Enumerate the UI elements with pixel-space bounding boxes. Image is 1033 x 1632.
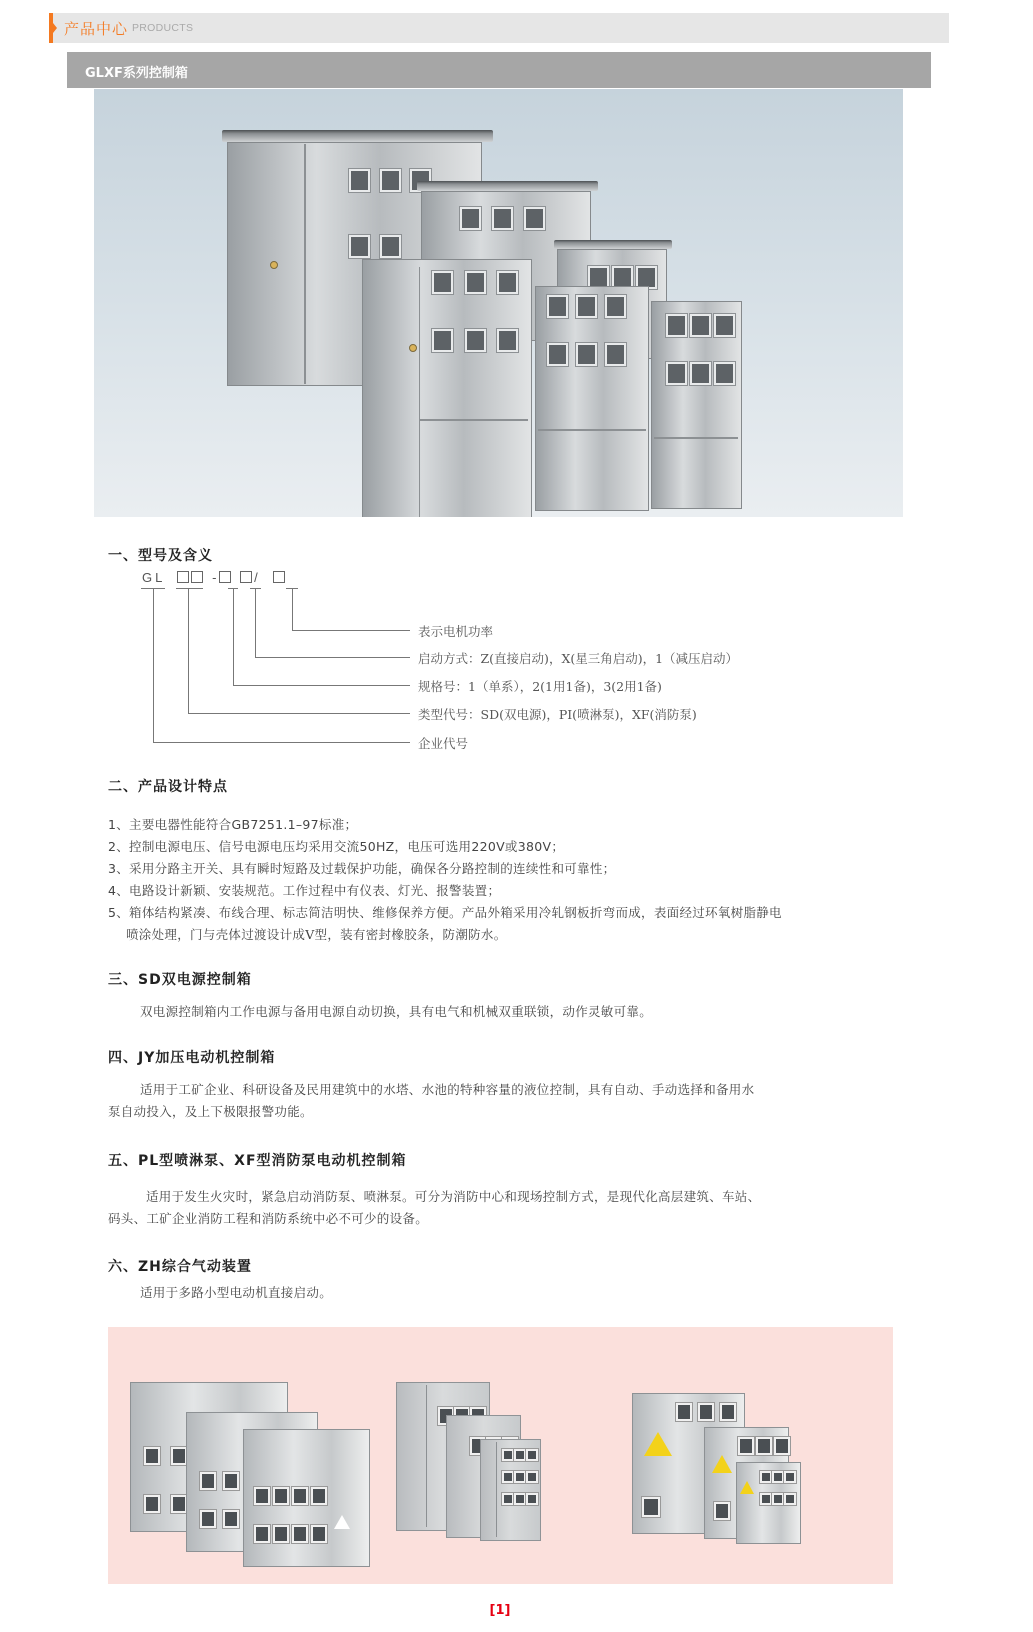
header-title: 产品中心: [64, 20, 129, 38]
section-body-pl-xf-line1: 适用于发生火灾时，紧急启动消防泵、喷淋泵。可分为消防中心和现场控制方式，是现代化高层建筑、车站、: [146, 1189, 761, 1204]
code-slot: [219, 571, 231, 583]
code-separator: /: [254, 570, 261, 585]
section-body-pl-xf-line2: 码头、工矿企业消防工程和消防系统中必不可少的设备。: [108, 1211, 429, 1226]
header-subtitle: PRODUCTS: [132, 22, 194, 34]
section-body-jy-line2: 泵自动投入，及上下极限报警功能。: [108, 1104, 313, 1119]
feature-item: 4、电路设计新颖、安装规范。工作过程中有仪表、灯光、报警装置；: [108, 883, 501, 898]
feature-item: 3、采用分路主开关、具有瞬时短路及过载保护功能，确保各分路控制的连续性和可靠性；: [108, 861, 616, 876]
diagram-connector: [255, 657, 410, 658]
section-heading-jy: 四、JY加压电动机控制箱: [108, 1050, 276, 1066]
product-title-bar: [67, 52, 931, 88]
code-slot: [273, 571, 285, 583]
diagram-connector: [292, 589, 293, 630]
diagram-connector: [188, 713, 410, 714]
section-header: [49, 13, 949, 43]
diagram-connector: [188, 589, 189, 713]
section-heading-sd: 三、SD双电源控制箱: [108, 972, 252, 988]
diagram-label-company: 企业代号: [418, 736, 469, 751]
diagram-label-type: 类型代号：SD(双电源)，PI(喷淋泵)，XF(消防泵): [418, 707, 697, 722]
code-separator: -: [212, 570, 220, 585]
model-code: [142, 570, 287, 585]
feature-item: 1、主要电器性能符合GB7251.1–97标准；: [108, 817, 358, 832]
diagram-connector: [233, 685, 410, 686]
diagram-connector: [233, 589, 234, 685]
feature-item: 2、控制电源电压、信号电源电压均采用交流50HZ，电压可选用220V或380V；: [108, 839, 565, 854]
section-body-jy-line1: 适用于工矿企业、科研设备及民用建筑中的水塔、水池的特种容量的液位控制，具有自动、手动选择和备用水: [140, 1082, 755, 1097]
warning-sign-icon: [644, 1432, 672, 1456]
code-slot: [240, 571, 252, 583]
section-body-zh: 适用于多路小型电动机直接启动。: [140, 1285, 333, 1300]
diagram-connector: [255, 589, 256, 657]
section-body-sd: 双电源控制箱内工作电源与备用电源自动切换，具有电气和机械双重联锁，动作灵敏可靠。: [140, 1004, 653, 1019]
diagram-label-power: 表示电机功率: [418, 624, 494, 639]
diagram-connector: [292, 630, 410, 631]
section-heading-zh: 六、ZH综合气动装置: [108, 1259, 252, 1275]
feature-item: 5、箱体结构紧凑、布线合理、标志简洁明快、维修保养方便。产品外箱采用冷轧钢板折弯而成，表面经过环氧树脂静电: [108, 905, 782, 920]
pagination-current-page[interactable]: [1]: [489, 1603, 511, 1618]
section-heading-pl-xf: 五、PL型喷淋泵、XF型消防泵电动机控制箱: [108, 1153, 407, 1169]
diagram-label-spec: 规格号：1（单系），2(1用1备)，3(2用1备): [418, 679, 662, 694]
diagram-label-start-mode: 启动方式：Z(直接启动)，X(星三角启动)，1（减压启动）: [418, 651, 739, 666]
diagram-connector: [153, 589, 154, 742]
diagram-underline: [176, 588, 203, 589]
feature-item-continuation: 喷涂处理，门与壳体过渡设计成V型，装有密封橡胶条，防潮防水。: [126, 927, 507, 942]
product-gallery: [108, 1327, 893, 1584]
section-heading-model: 一、型号及含义: [108, 548, 213, 564]
diagram-connector: [153, 742, 410, 743]
arrow-right-icon: [53, 23, 57, 33]
product-title: GLXF系列控制箱: [85, 66, 188, 81]
product-hero-image: [94, 89, 903, 517]
section-heading-features: 二、产品设计特点: [108, 779, 228, 795]
code-prefix: GL: [142, 570, 165, 585]
code-slot: [177, 571, 189, 583]
code-slot: [191, 571, 203, 583]
